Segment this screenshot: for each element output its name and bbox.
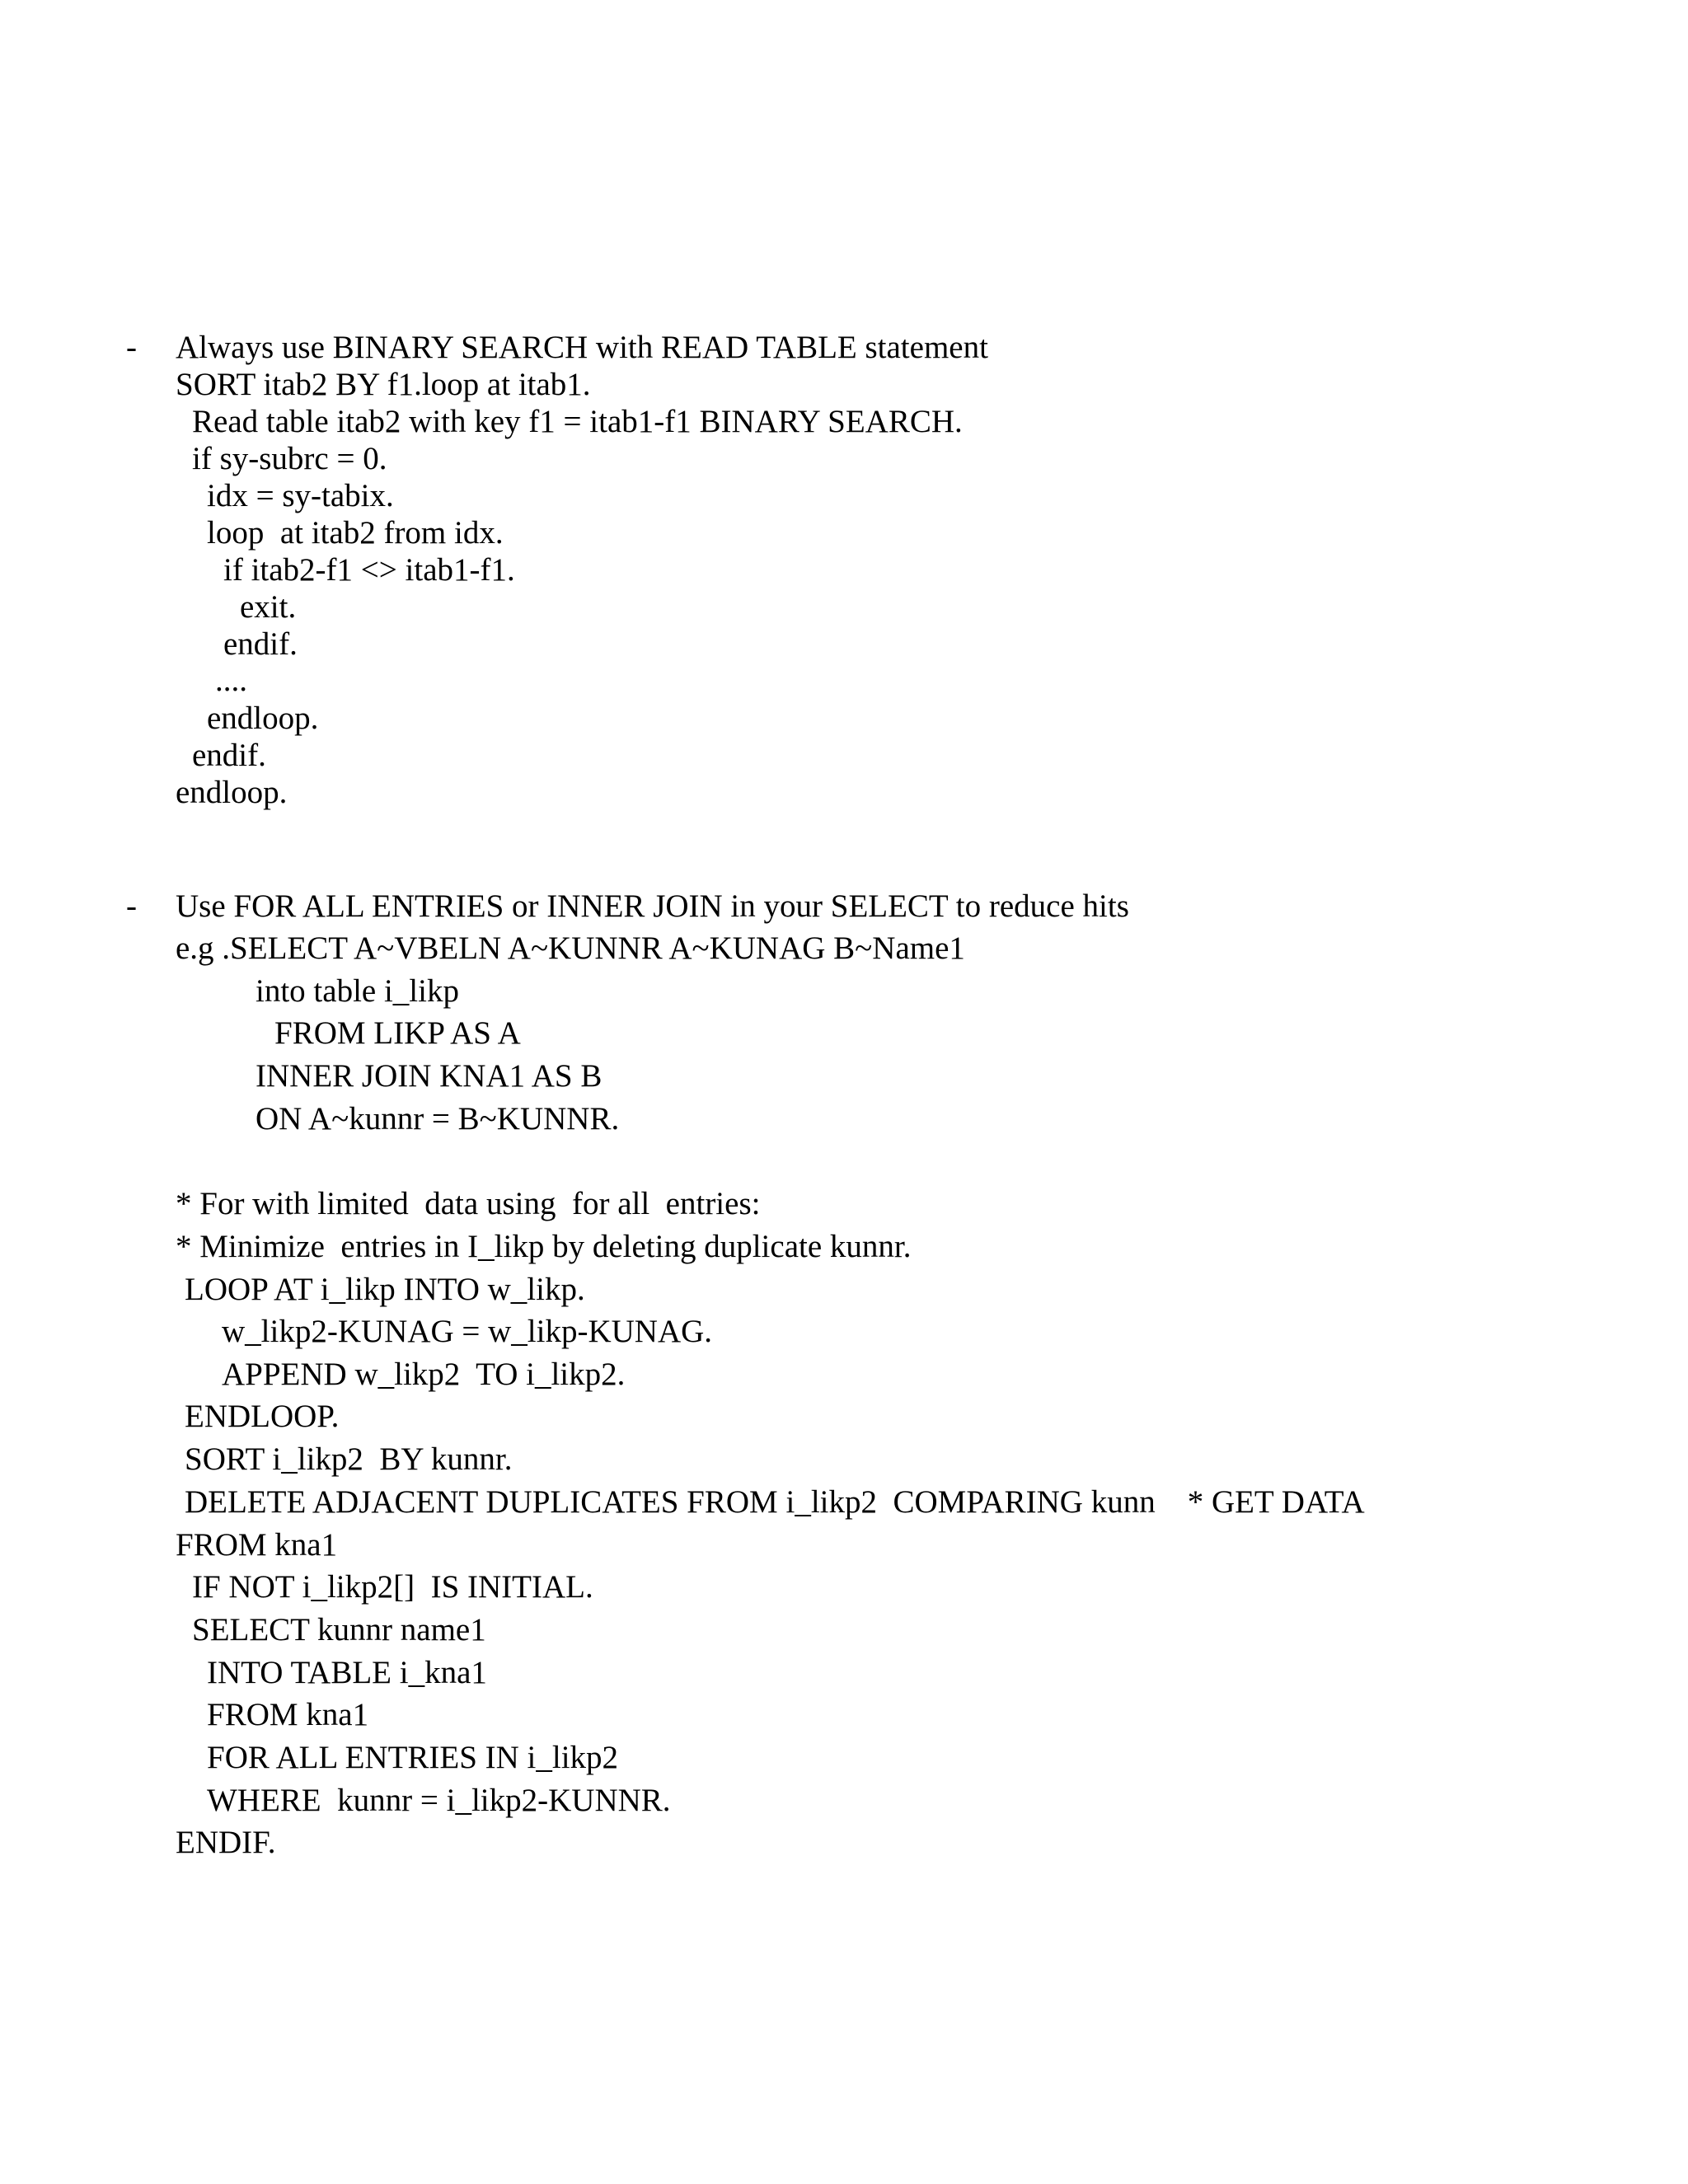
code-line: exit.	[240, 589, 297, 625]
code-line: endif.	[223, 626, 298, 662]
code-line: if sy-subrc = 0.	[192, 441, 387, 476]
code-line: endif.	[192, 738, 266, 773]
code-line: w_likp2-KUNAG = w_likp-KUNAG.	[222, 1314, 713, 1349]
code-line: Read table itab2 with key f1 = itab1-f1 BINARY SEARCH.	[192, 404, 963, 439]
comment-line: * Minimize entries in I_likp by deleting duplicate kunnr.	[176, 1229, 912, 1264]
section1-bullet: -	[126, 330, 137, 365]
section1-heading: Always use BINARY SEARCH with READ TABLE statement	[176, 330, 988, 365]
code-line: ENDIF.	[176, 1825, 276, 1860]
code-line: SELECT kunnr name1	[192, 1612, 486, 1647]
comment-line: * For with limited data using for all entries:	[176, 1186, 761, 1221]
code-line: LOOP AT i_likp INTO w_likp.	[185, 1272, 585, 1307]
code-line: SORT i_likp2 BY kunnr.	[185, 1441, 513, 1477]
code-line: INTO TABLE i_kna1	[207, 1655, 487, 1690]
code-line: FROM kna1	[176, 1527, 338, 1563]
section2-bullet: -	[126, 888, 137, 924]
code-line: e.g .SELECT A~VBELN A~KUNNR A~KUNAG B~Name1	[176, 930, 965, 966]
code-line: WHERE kunnr = i_likp2-KUNNR.	[207, 1783, 671, 1818]
section2-heading: Use FOR ALL ENTRIES or INNER JOIN in your SELECT to reduce hits	[176, 888, 1129, 924]
code-line: FOR ALL ENTRIES IN i_likp2	[207, 1740, 619, 1775]
code-line: idx = sy-tabix.	[207, 478, 394, 513]
code-line: SORT itab2 BY f1.loop at itab1.	[176, 367, 591, 402]
code-line: loop at itab2 from idx.	[207, 515, 504, 551]
code-line: if itab2-f1 <> itab1-f1.	[223, 552, 515, 588]
code-line: endloop.	[176, 775, 288, 810]
code-line: FROM LIKP AS A	[274, 1015, 521, 1051]
code-line: DELETE ADJACENT DUPLICATES FROM i_likp2 COMPARING kunn * GET DATA	[185, 1484, 1365, 1520]
code-line: INNER JOIN KNA1 AS B	[256, 1058, 603, 1094]
code-line: ....	[215, 663, 247, 698]
code-line: ON A~kunnr = B~KUNNR.	[256, 1101, 620, 1137]
code-line: endloop.	[207, 701, 319, 736]
code-line: FROM kna1	[207, 1697, 369, 1732]
code-line: APPEND w_likp2 TO i_likp2.	[222, 1357, 626, 1392]
code-line: into table i_likp	[256, 973, 459, 1009]
code-line: IF NOT i_likp2[] IS INITIAL.	[192, 1569, 593, 1605]
code-line: ENDLOOP.	[185, 1399, 340, 1434]
